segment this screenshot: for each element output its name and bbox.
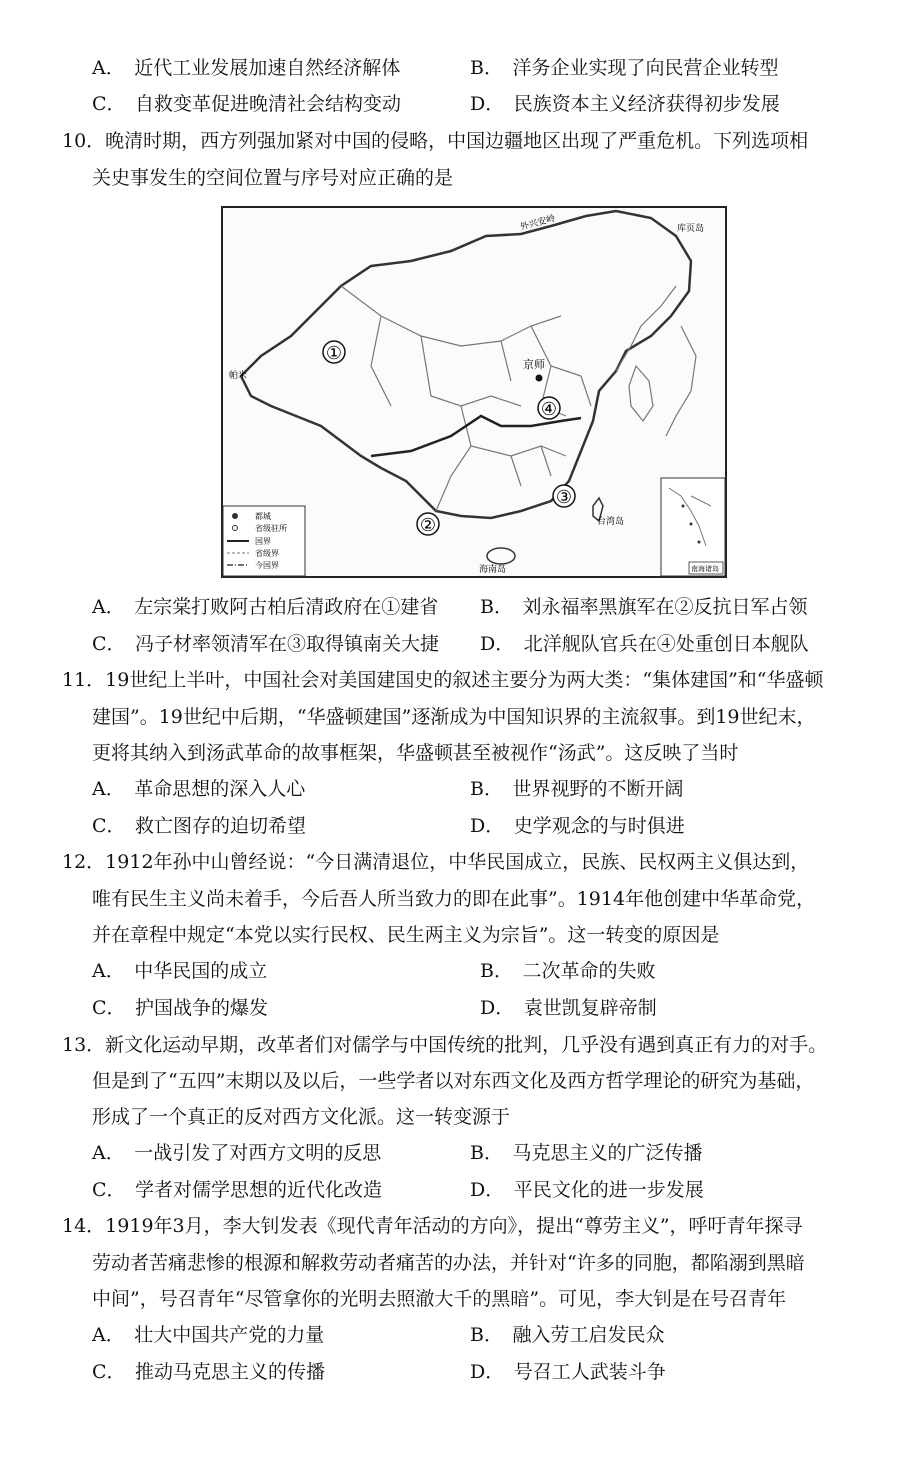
q12-stem-line-1: 12．1912年孙中山曾经说：“今日满清退位，中华民国成立，民族、民权两主义俱达到， bbox=[62, 851, 810, 873]
q14-option-a: A． 壮大中国共产党的力量 bbox=[92, 1324, 325, 1346]
q9-option-b: B． 洋务企业实现了向民营企业转型 bbox=[470, 57, 779, 79]
q12-option-b: B． 二次革命的失败 bbox=[480, 960, 656, 982]
q12-option-c: C． 护国战争的爆发 bbox=[92, 997, 269, 1019]
q10-stem-line-1: 10．晚清时期，西方列强加紧对中国的侵略，中国边疆地区出现了严重危机。下列选项相 bbox=[62, 130, 809, 152]
inset-label: 南海诸岛 bbox=[691, 565, 719, 573]
legend-border: 国界 bbox=[255, 537, 271, 546]
label-pamir: 帕米 bbox=[229, 371, 248, 381]
marker-3: ③ bbox=[555, 487, 573, 508]
q10-stem-line-2: 关史事发生的空间位置与序号对应正确的是 bbox=[92, 167, 454, 189]
q14-stem-line-1: 14．1919年3月，李大钊发表《现代青年活动的方向》，提出“尊劳主义”，呼吁青年探寻 bbox=[62, 1215, 803, 1237]
q9-option-a: A． 近代工业发展加速自然经济解体 bbox=[92, 57, 401, 79]
legend-city: 都城 bbox=[255, 512, 271, 521]
q11-stem-line-1: 11．19世纪上半叶，中国社会对美国建国史的叙述主要分为两大类：“集体建国”和“华盛顿 bbox=[62, 669, 824, 691]
q11-stem-line-2: 建国”。19世纪中后期，“华盛顿建国”逐渐成为中国知识界的主流叙事。到19世纪末， bbox=[92, 706, 816, 728]
legend-capital-prov: 省级驻所 bbox=[255, 524, 287, 533]
label-waixing: 外兴安岭 bbox=[519, 213, 557, 233]
q9-option-c: C． 自救变革促进晚清社会结构变动 bbox=[92, 93, 402, 115]
marker-4: ④ bbox=[540, 399, 558, 420]
q11-option-a: A． 革命思想的深入人心 bbox=[92, 778, 306, 800]
q12-stem-line-3: 并在章程中规定“本党以实行民权、民生两主义为宗旨”。这一转变的原因是 bbox=[92, 924, 720, 946]
q14-option-d: D． 号召工人武装斗争 bbox=[470, 1361, 666, 1383]
capital-label: 京师 bbox=[523, 358, 545, 371]
label-kuye: 库页岛 bbox=[677, 224, 705, 234]
map-inset-box bbox=[661, 478, 725, 576]
q10-option-d: D． 北洋舰队官兵在④处重创日本舰队 bbox=[480, 633, 809, 655]
q13-stem-line-2: 但是到了“五四”末期以及以后，一些学者以对东西文化及西方哲学理论的研究为基础， bbox=[92, 1070, 815, 1092]
legend-city-dot bbox=[232, 513, 238, 519]
q14-option-c: C． 推动马克思主义的传播 bbox=[92, 1361, 326, 1383]
label-hainan: 海南岛 bbox=[479, 565, 507, 575]
q11-stem-line-3: 更将其纳入到汤武革命的故事框架，华盛顿甚至被视作“汤武”。这反映了当时 bbox=[92, 742, 739, 764]
q12-stem-line-2: 唯有民生主义尚未着手，今后吾人所当致力的即在此事”。1914年他创建中华革命党， bbox=[92, 888, 816, 910]
q14-stem-line-3: 中间”，号召青年“尽管拿你的光明去照澈大千的黑暗”。可见，李大钊是在号召青年 bbox=[92, 1288, 787, 1310]
q10-option-c: C． 冯子材率领清军在③取得镇南关大捷 bbox=[92, 633, 440, 655]
q13-stem-line-1: 13．新文化运动早期，改革者们对儒学与中国传统的批判，几乎没有遇到真正有力的对手。 bbox=[62, 1034, 828, 1056]
q14-stem-line-2: 劳动者苦痛悲惨的根源和解救劳动者痛苦的办法，并针对“许多的同胞，都陷溺到黑暗 bbox=[92, 1252, 805, 1274]
q10-option-b: B． 刘永福率黑旗军在②反抗日军占领 bbox=[480, 596, 808, 618]
q9-option-d: D． 民族资本主义经济获得初步发展 bbox=[470, 93, 780, 115]
q13-option-b: B． 马克思主义的广泛传播 bbox=[470, 1142, 703, 1164]
q11-option-c: C． 救亡图存的迫切希望 bbox=[92, 815, 307, 837]
q13-option-d: D． 平民文化的进一步发展 bbox=[470, 1179, 704, 1201]
q11-option-b: B． 世界视野的不断开阔 bbox=[470, 778, 684, 800]
q13-stem-line-3: 形成了一个真正的反对西方文化派。这一转变源于 bbox=[92, 1106, 511, 1128]
capital-dot bbox=[536, 375, 543, 382]
q13-option-c: C． 学者对儒学思想的近代化改造 bbox=[92, 1179, 383, 1201]
qing-dynasty-map bbox=[221, 206, 727, 578]
marker-2: ② bbox=[419, 515, 437, 536]
q10-option-a: A． 左宗棠打败阿古柏后清政府在①建省 bbox=[92, 596, 439, 618]
q14-option-b: B． 融入劳工启发民众 bbox=[470, 1324, 665, 1346]
q12-option-d: D． 袁世凯复辟帝制 bbox=[480, 997, 657, 1019]
legend-prov-border: 省级界 bbox=[255, 549, 279, 558]
label-taiwan: 台湾岛 bbox=[597, 517, 625, 527]
q13-option-a: A． 一战引发了对西方文明的反思 bbox=[92, 1142, 382, 1164]
q12-option-a: A． 中华民国的成立 bbox=[92, 960, 268, 982]
marker-1: ① bbox=[325, 343, 343, 364]
legend-current-border: 今国界 bbox=[255, 561, 279, 570]
q11-option-d: D． 史学观念的与时俱进 bbox=[470, 815, 685, 837]
